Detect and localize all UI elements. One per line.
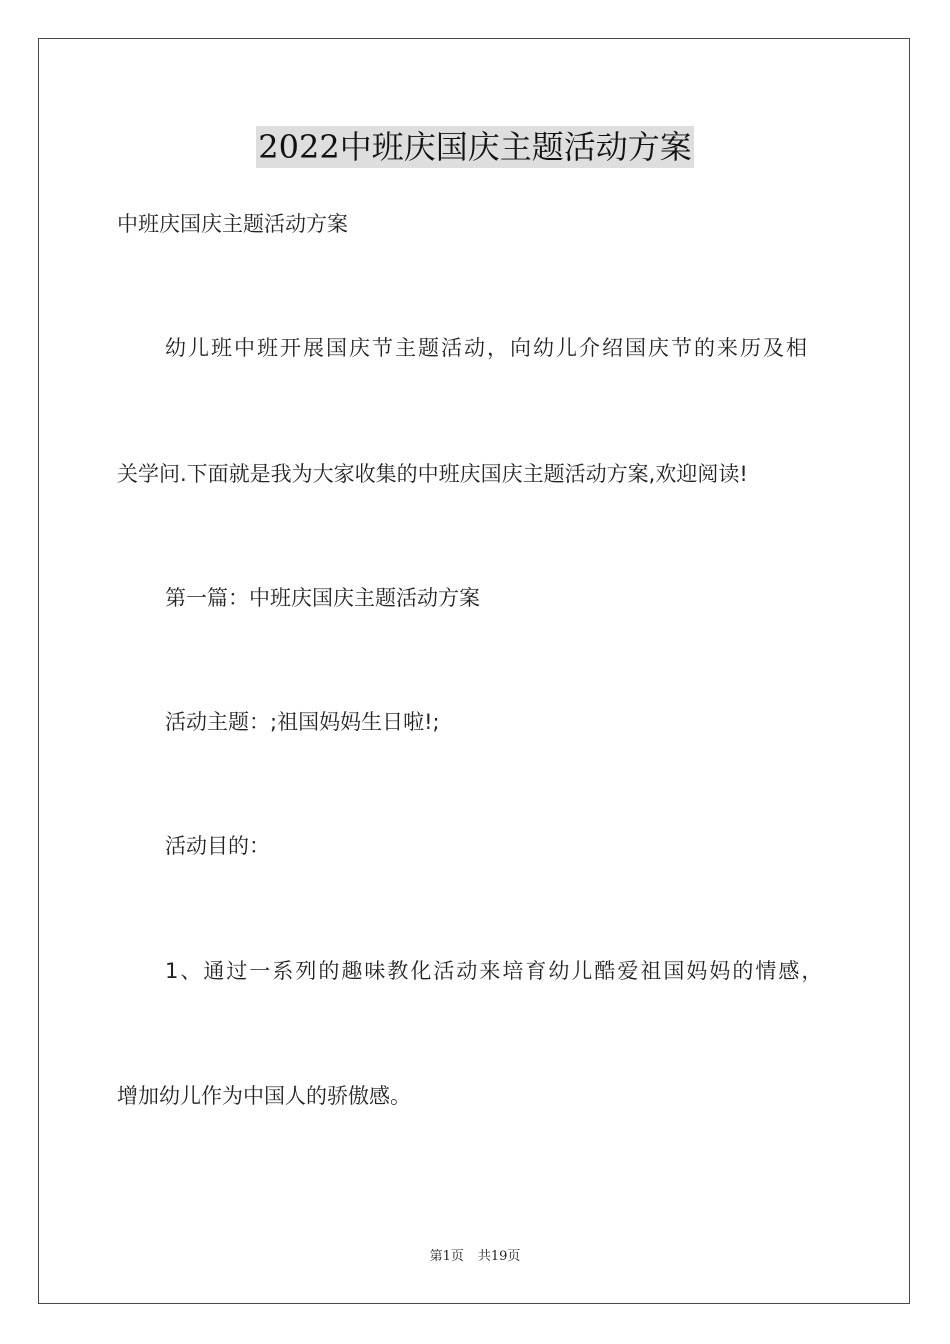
list-item-line: 1、通过一系列的趣味教化活动来培育幼儿酷爱祖国妈妈的情感， [165, 959, 825, 983]
paragraph-line: 活动目的： [165, 834, 270, 858]
page-footer [0, 1248, 950, 1266]
subtitle-line: 中班庆国庆主题活动方案 [117, 212, 348, 236]
paragraph-line: 关学问.下面就是我为大家收集的中班庆国庆主题活动方案,欢迎阅读! [117, 462, 748, 486]
paragraph-line: 活动主题：;祖国妈妈生日啦!; [165, 710, 440, 734]
paragraph-line: 幼儿班中班开展国庆节主题活动，向幼儿介绍国庆节的来历及相 [165, 336, 809, 360]
section-heading: 第一篇：中班庆国庆主题活动方案 [165, 586, 480, 610]
title-container [0, 126, 950, 168]
paragraph-line: 增加幼儿作为中国人的骄傲感。 [117, 1084, 411, 1108]
page-number: 第1页 [429, 1249, 464, 1264]
page-total: 共19页 [477, 1249, 521, 1264]
document-title: 2022中班庆国庆主题活动方案 [258, 128, 692, 166]
